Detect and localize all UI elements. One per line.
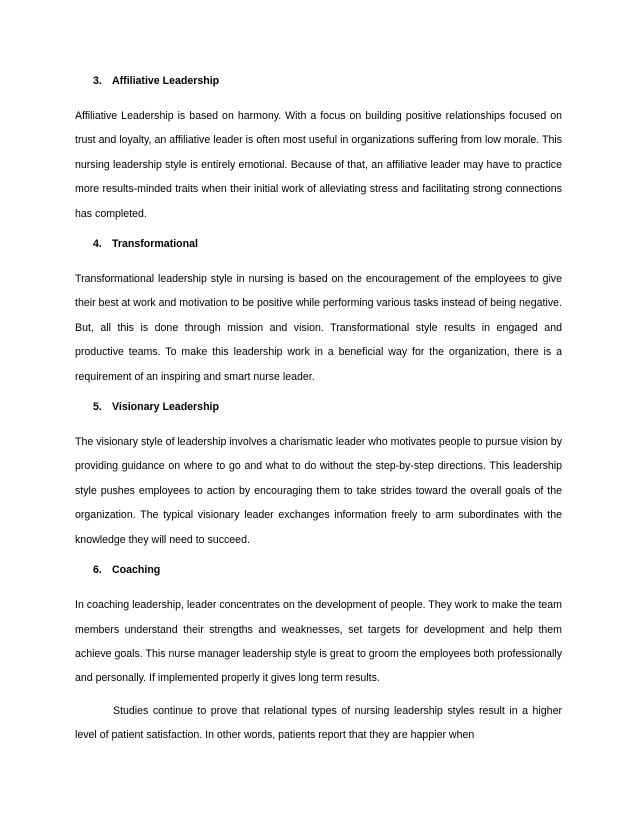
section-number: 6. [93, 564, 102, 577]
section-title: Visionary Leadership [112, 401, 219, 414]
section-heading-visionary [93, 397, 562, 417]
section-title: Coaching [112, 564, 161, 577]
section-body-visionary: The visionary style of leadership involves a charismatic leader who motivates people to pursue vision by providing guidance on where to go and what to do without the step-by-step directions. This leadership style pushes employees to action by encouraging them to take strides toward the overall goals of the organization. The typical visionary leader exchanges information freely to arm subordinates with the knowledge they will need to succeed. [75, 436, 562, 546]
section-number: 4. [93, 238, 102, 251]
section-number: 3. [93, 75, 102, 87]
section-body-transformational: Transformational leadership style in nursing is based on the encouragement of the employees to give their best at work and motivation to be positive while performing various tasks instead of being negative. But, all this is done through mission and vision. Transformational style results in engaged and productive teams. To make this leadership work in a beneficial way for the organization, there is a requirement of an inspiring and smart nurse leader. [75, 273, 562, 383]
section-heading-coaching [93, 560, 562, 580]
section-title: Affiliative Leadership [112, 75, 220, 87]
section-heading-transformational [93, 234, 562, 254]
section-title: Transformational [112, 238, 198, 251]
section-heading-affiliative [93, 71, 562, 91]
document-body [75, 71, 562, 748]
section-body-coaching: In coaching leadership, leader concentrates on the development of people. They work to make the team members understand their strengths and weaknesses, set targets for development and help them achieve goals. This nurse manager leadership style is great to groom the employees both professionally and personally. If implemented properly it gives long term results. [75, 599, 562, 685]
section-number: 5. [93, 401, 102, 414]
closing-paragraph: Studies continue to prove that relational types of nursing leadership styles result in a higher level of patient satisfaction. In other words, patients report that they are happier when [75, 704, 562, 742]
section-body-affiliative: Affiliative Leadership is based on harmony. With a focus on building positive relationships focused on trust and loyalty, an affiliative leader is often most useful in organizations suffering from low morale. This nursing leadership style is entirely emotional. Because of that, an affiliative leader may have to practice more results-minded traits when their initial work of alleviating stress and facilitating strong connections has completed. [75, 110, 562, 220]
